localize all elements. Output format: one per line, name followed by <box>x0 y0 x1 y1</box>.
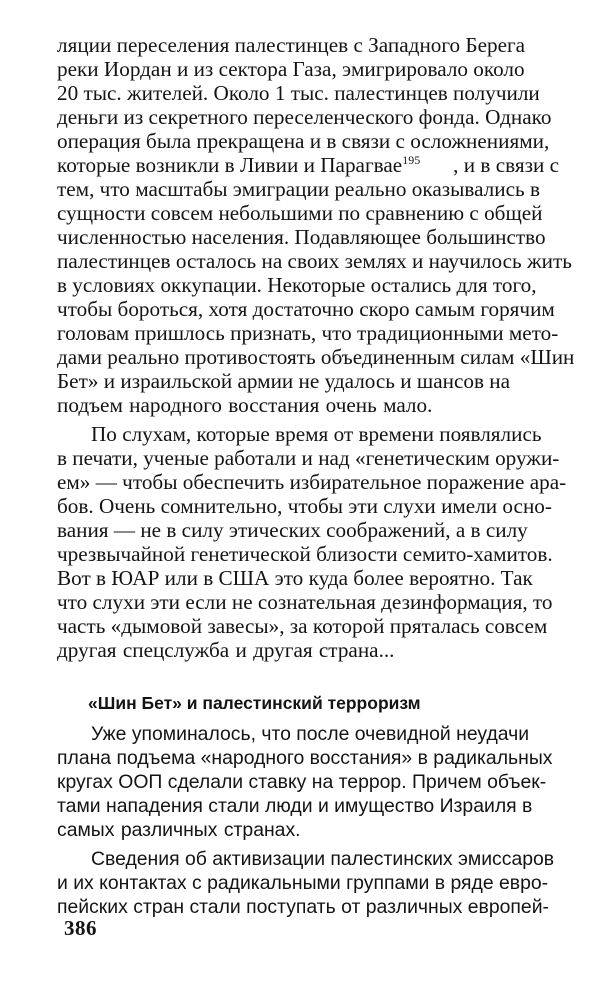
text-line: другая спецслужба и другая страна... <box>57 638 395 662</box>
text-line: тем, что масштабы эмиграции реально оказывались в <box>57 177 540 201</box>
footnote-reference: 195 <box>402 153 421 167</box>
text-line-end: , и в связи с <box>453 153 559 177</box>
text-line: и их контактах с радикальными группами в ряде евро- <box>57 872 549 894</box>
section-paragraph-2 <box>57 847 559 919</box>
text-line: в печати, ученые работали и над «генетическим оружи- <box>57 446 560 470</box>
text-line: самых различных странах. <box>57 819 301 841</box>
text-line: часть «дымовой завесы», за которой пряталась совсем <box>57 614 548 638</box>
text-line: 20 тыс. жителей. Около 1 тыс. палестинцев получили <box>57 81 540 105</box>
text-line: ляции переселения палестинцев с Западного Берега <box>57 33 526 57</box>
text-line: головам пришлось признать, что традиционными мето- <box>57 321 559 345</box>
text-line: операция была прекращена и в связи с осложнениями, <box>57 129 550 153</box>
text-line: кругах ООП сделали ставку на террор. Причем объек- <box>57 771 547 793</box>
paragraph-2 <box>57 422 567 662</box>
text-line: чрезвычайной генетической близости семито-хамитов. <box>57 542 553 566</box>
text-line: чтобы бороться, хотя достаточно скоро самым горячим <box>57 297 555 321</box>
text-line-start: которые возникли в Ливии и Парагвае <box>57 153 403 177</box>
text-line: По слухам, которые время от времени появлялись <box>91 422 542 446</box>
text-line: пейских стран стали поступать от различных европей- <box>57 896 549 918</box>
page-text <box>57 33 575 919</box>
text-line: в условиях оккупации. Некоторые остались для того, <box>57 273 537 297</box>
text-line: вания — не в силу этических соображений, а в силу <box>57 518 528 542</box>
text-line: палестинцев осталось на своих землях и научилось жить <box>57 249 572 273</box>
section-heading: «Шин Бет» и палестинский терроризм <box>88 693 421 713</box>
text-line: сущности совсем небольшими по сравнению с общей <box>57 201 543 225</box>
text-line: дами реально противостоять объединенным силам «Шин <box>57 345 575 369</box>
text-line: Сведения об активизации палестинских эмиссаров <box>91 848 555 870</box>
text-line: плана подъема «народного восстания» в радикальных <box>57 747 553 769</box>
text-line: Бет» и израильской армии не удалось и шансов на <box>57 369 511 393</box>
text-line-with-footnote <box>57 153 559 177</box>
text-line: численностью населения. Подавляющее большинство <box>57 225 546 249</box>
text-line: ем» — чтобы обеспечить избирательное поражение ара- <box>57 470 567 494</box>
text-line: реки Иордан и из сектора Газа, эмигрировало около <box>57 57 525 81</box>
section-paragraph-1 <box>57 722 559 842</box>
text-line: Уже упоминалось, что после очевидной неудачи <box>91 723 530 745</box>
text-line: подъем народного восстания очень мало. <box>57 393 433 417</box>
text-line: Вот в ЮАР или в США это куда более вероятно. Так <box>57 566 533 590</box>
text-line: тами нападения стали люди и имущество Израиля в <box>57 795 533 817</box>
page-number: 386 <box>64 916 97 940</box>
text-line: деньги из секретного переселенческого фонда. Однако <box>57 105 552 129</box>
paragraph-1 <box>57 33 575 417</box>
text-line: что слухи эти если не сознательная дезинформация, то <box>57 590 553 614</box>
text-line: бов. Очень сомнительно, чтобы эти слухи имели осно- <box>57 494 552 518</box>
